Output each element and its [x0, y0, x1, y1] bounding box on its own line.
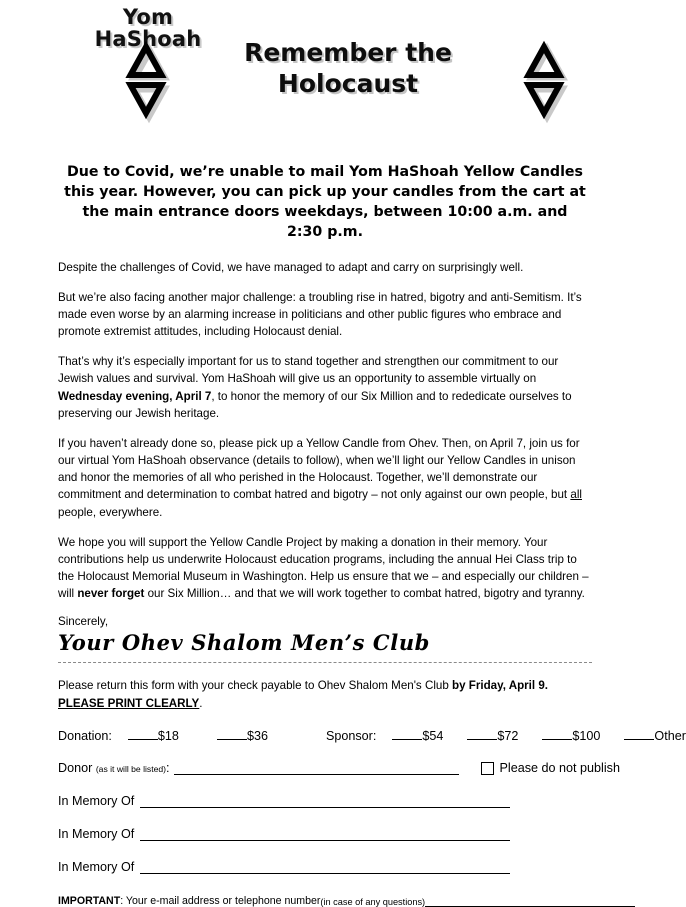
important-label: IMPORTANT	[58, 895, 121, 907]
donation-amount-row	[58, 728, 686, 744]
paragraph-3-part-a: That’s why it’s especially important for us to stand together and strengthen our commitment to our Jewish values and survival. Yom HaShoah will give us an opportunity to assemble virtually on	[58, 355, 559, 386]
donation-label: Donation:	[58, 729, 112, 744]
sponsor-amount-100: $100	[572, 729, 601, 744]
sponsor-amount-54: $54	[422, 729, 444, 744]
sponsor-amount-72: $72	[497, 729, 519, 744]
cut-here-divider	[58, 662, 592, 663]
never-forget-emphasis: never forget	[77, 587, 145, 601]
covid-notice-headline: Due to Covid, we’re unable to mail Yom HaShoah Yellow Candles this year. However, you can pick up your candles from the cart at the main entrance doors weekdays, between 10:00 a.m. and 2:30 p.m.	[64, 164, 586, 241]
all-emphasis: all	[570, 488, 582, 502]
donation-amount-18: $18	[157, 729, 179, 744]
do-not-publish-label: Please do not publish	[499, 761, 620, 776]
logo-line-2: HaShoah	[94, 27, 202, 52]
sponsor-other-blank[interactable]	[624, 728, 654, 740]
paragraph-4-part-a: If you haven’t already done so, please pick up a Yellow Candle from Ohev. Then, on April 7, join us for our virtual Yom HaShoah observance (details to follow), when we’ll light our Yellow Candles in unison and honor the memories of all who perished in the Holocaust. Together, we’ll demonstrate our commitment and determination to combat hatred and bigotry – not only against our own people, but	[58, 436, 580, 502]
title-line-1: Remember the	[244, 38, 452, 67]
donor-colon: :	[166, 761, 170, 776]
donation-36-blank[interactable]	[217, 728, 247, 740]
in-memory-label: In Memory Of	[58, 860, 135, 875]
letter-body	[58, 259, 592, 603]
sponsor-label: Sponsor:	[325, 729, 377, 744]
sponsor-54-blank[interactable]	[392, 728, 422, 740]
yom-hashoah-logo	[68, 6, 228, 50]
paragraph-4-part-b: people, everywhere.	[58, 505, 163, 519]
paragraph-3-part-b: , to honor the memory of our Six Million and to rededicate ourselves to preserving our Jewish heritage.	[58, 389, 572, 420]
paragraph-5	[58, 534, 592, 603]
paragraph-3	[58, 353, 592, 422]
form-instructions-text: Please return this form with your check payable to Ohev Shalom Men's Club	[58, 679, 453, 693]
print-clearly-notice: PLEASE PRINT CLEARLY	[58, 696, 200, 710]
star-of-david-icon	[518, 45, 570, 119]
important-note: (in case of any questions)	[320, 897, 426, 907]
print-clearly-period: .	[199, 696, 203, 710]
contact-info-field[interactable]	[425, 896, 635, 907]
logo-line-1: Yom	[122, 5, 174, 29]
donor-name-row	[58, 761, 620, 776]
important-text: : Your e-mail address or telephone number	[120, 895, 321, 907]
signature-block	[58, 615, 592, 655]
event-date-emphasis: Wednesday evening, April 7	[58, 389, 212, 403]
sponsor-72-blank[interactable]	[467, 728, 497, 740]
paragraph-1: Despite the challenges of Covid, we have managed to adapt and carry on surprisingly well.	[58, 260, 524, 274]
sponsor-100-blank[interactable]	[542, 728, 572, 740]
signature-text: Your Ohev Shalom Men’s Club	[58, 630, 430, 656]
checkbox-icon[interactable]	[481, 762, 494, 775]
donor-label: Donor	[58, 761, 93, 776]
title-line-2: Holocaust	[277, 68, 419, 98]
donation-form	[58, 677, 686, 907]
star-of-david-icon	[120, 45, 172, 119]
paragraph-5-part-b: our Six Million… and that we will work together to combat hatred, bigotry and tyranny.	[144, 587, 585, 601]
in-memory-field-1[interactable]	[140, 796, 510, 808]
in-memory-label: In Memory Of	[58, 794, 135, 809]
form-instructions	[58, 677, 592, 712]
donor-label-group	[58, 761, 170, 775]
donation-amount-36: $36	[246, 729, 268, 744]
sponsor-amount-other: Other	[654, 729, 686, 744]
in-memory-field-3[interactable]	[140, 862, 510, 874]
in-memory-row-3	[58, 860, 592, 874]
contact-info-row	[58, 895, 592, 907]
paragraph-2: But we’re also facing another major challenge: a troubling rise in hatred, bigotry and anti-Semitism. It’s made even worse by an alarming increase in politicians and other public figures who embrace and promote extremist attitudes, including Holocaust denial.	[58, 290, 582, 339]
in-memory-label: In Memory Of	[58, 827, 135, 842]
in-memory-row-2	[58, 827, 592, 841]
deadline-emphasis: by Friday, April 9.	[452, 679, 549, 693]
page-title	[218, 38, 478, 99]
masthead	[58, 0, 592, 160]
paragraph-5-part-a: We hope you will support the Yellow Candle Project by making a donation in their memory. Your contributions help us underwrite Holocaust education programs, including the annual Hei Class trip to the Holocaust Memorial Museum in Washington. Help us ensure that we – and especially our children – will	[58, 535, 589, 601]
in-memory-field-2[interactable]	[140, 829, 510, 841]
donor-name-field[interactable]	[174, 763, 459, 775]
donation-18-blank[interactable]	[128, 728, 158, 740]
in-memory-row-1	[58, 794, 592, 808]
closing-text: Sincerely,	[58, 615, 109, 629]
donor-label-note: (as it will be listed)	[95, 764, 167, 775]
do-not-publish-option[interactable]	[481, 761, 620, 775]
paragraph-4	[58, 435, 592, 521]
